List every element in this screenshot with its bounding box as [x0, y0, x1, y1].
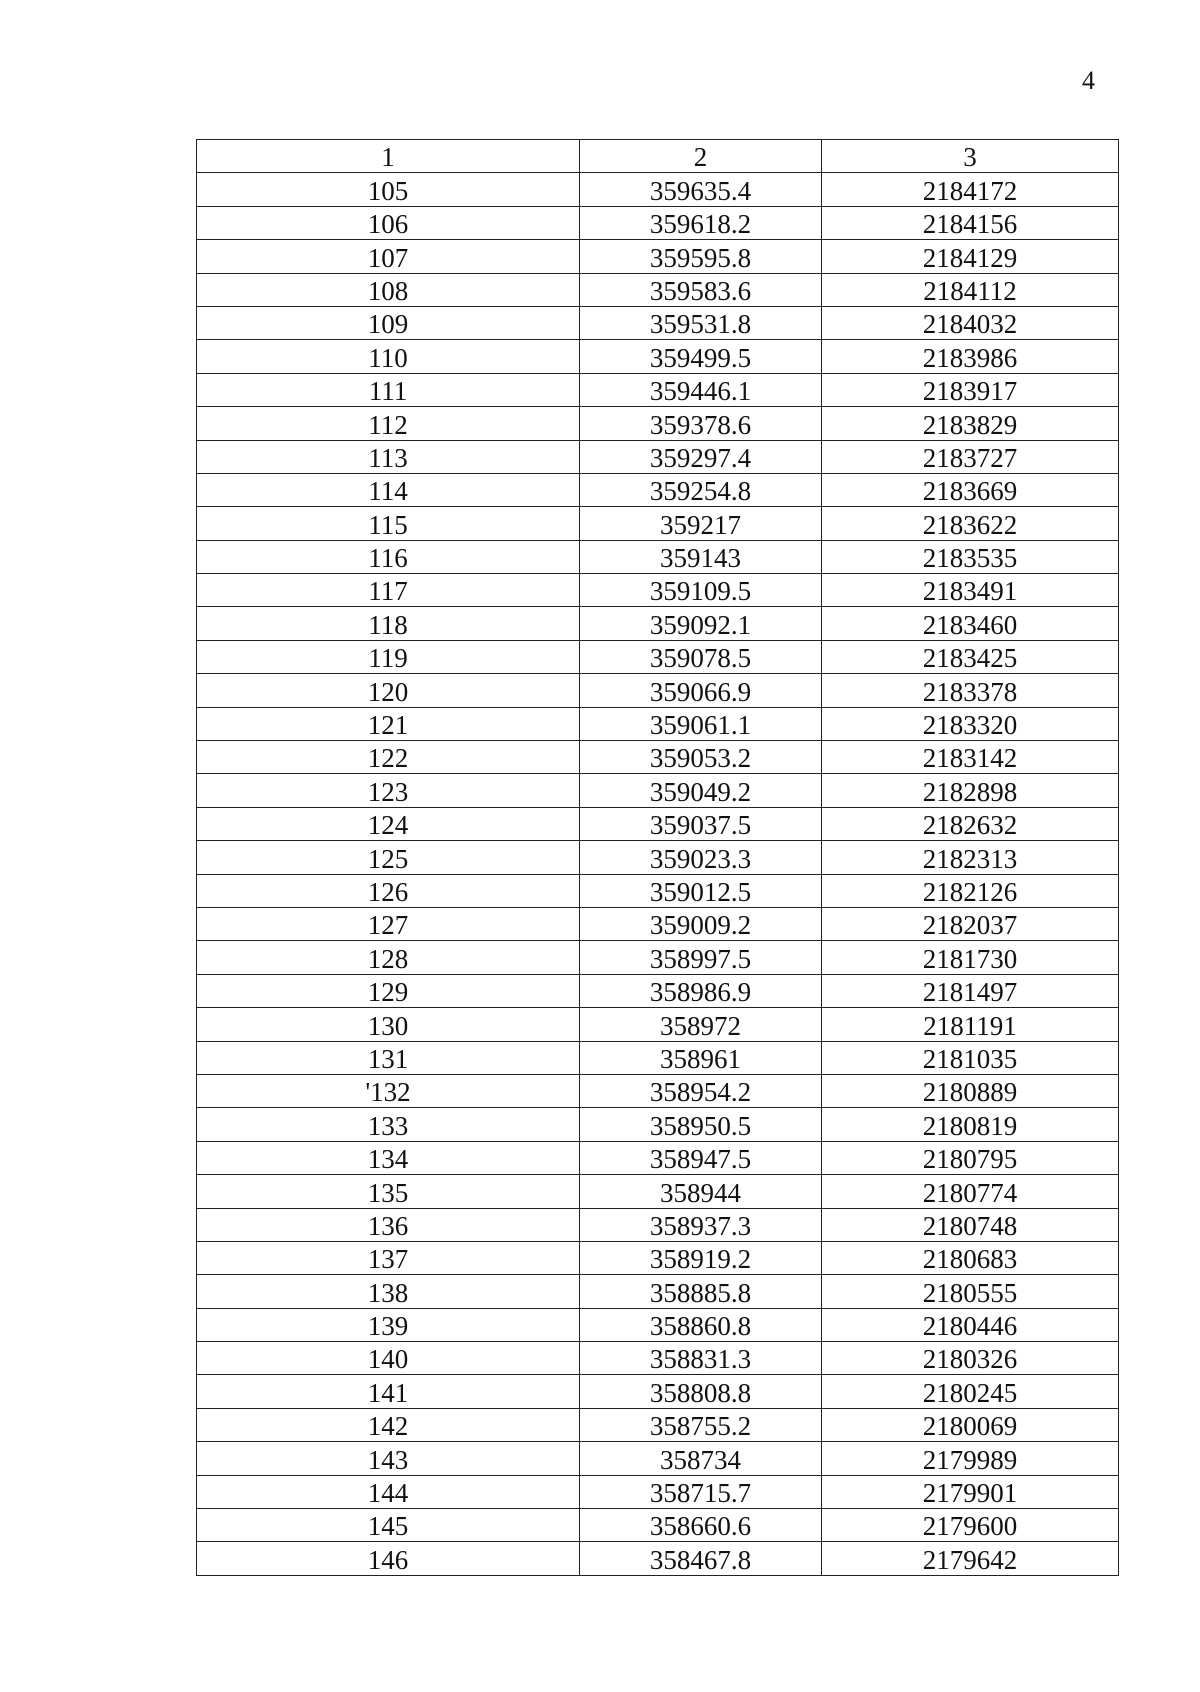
table-cell-col-2: 358885.8	[580, 1275, 822, 1308]
table-cell-col-2: 359061.1	[580, 707, 822, 740]
table-cell-col-3: 2182313	[822, 841, 1119, 874]
table-cell-col-1: 145	[197, 1509, 580, 1542]
table-cell-col-3: 2183622	[822, 507, 1119, 540]
table-cell-col-2: 359066.9	[580, 674, 822, 707]
table-row	[197, 1008, 1119, 1041]
table-cell-col-3: 2179642	[822, 1542, 1119, 1575]
table-body	[197, 140, 1119, 1576]
table-cell-col-3: 2180555	[822, 1275, 1119, 1308]
table-cell-col-2: 358986.9	[580, 974, 822, 1007]
table-cell-col-2: 359531.8	[580, 306, 822, 339]
table-cell-col-2: 358860.8	[580, 1308, 822, 1341]
table-cell-col-1: 129	[197, 974, 580, 1007]
table-row	[197, 807, 1119, 840]
table-cell-col-1: 138	[197, 1275, 580, 1308]
table-cell-col-2: 359012.5	[580, 874, 822, 907]
table-row	[197, 507, 1119, 540]
table-row	[197, 774, 1119, 807]
table-cell-col-3: 2183986	[822, 340, 1119, 373]
table-cell-col-1: 134	[197, 1141, 580, 1174]
table-cell-col-1: 142	[197, 1408, 580, 1441]
table-cell-col-1: 125	[197, 841, 580, 874]
table-cell-col-1: 107	[197, 240, 580, 273]
table-row	[197, 473, 1119, 506]
table-cell-col-3: 2183320	[822, 707, 1119, 740]
table-cell-col-2: 359595.8	[580, 240, 822, 273]
table-cell-col-1: 131	[197, 1041, 580, 1074]
table-cell-col-3: 2181035	[822, 1041, 1119, 1074]
table-row	[197, 1041, 1119, 1074]
table-cell-col-1: 136	[197, 1208, 580, 1241]
table-cell-col-1: 120	[197, 674, 580, 707]
table-cell-col-3: 2181497	[822, 974, 1119, 1007]
table-cell-col-3: 2184129	[822, 240, 1119, 273]
table-cell-col-3: 2183727	[822, 440, 1119, 473]
table-cell-col-2: 359499.5	[580, 340, 822, 373]
table-row	[197, 674, 1119, 707]
table-cell-col-2: 359297.4	[580, 440, 822, 473]
table-cell-col-1: 140	[197, 1342, 580, 1375]
table-row	[197, 440, 1119, 473]
table-cell-col-3: 2179989	[822, 1442, 1119, 1475]
table-cell-col-1: 122	[197, 741, 580, 774]
table-cell-col-2: 358954.2	[580, 1074, 822, 1107]
table-cell-col-3: 2183425	[822, 640, 1119, 673]
table-row	[197, 607, 1119, 640]
table-cell-col-3: 2180819	[822, 1108, 1119, 1141]
table-cell-col-3: 2184032	[822, 306, 1119, 339]
table-cell-col-3: 2183917	[822, 373, 1119, 406]
table-cell-col-2: 358997.5	[580, 941, 822, 974]
table-cell-col-2: 359254.8	[580, 473, 822, 506]
table-cell-col-3: 2179600	[822, 1509, 1119, 1542]
table-cell-col-2: 358950.5	[580, 1108, 822, 1141]
table-row	[197, 1542, 1119, 1575]
table-row	[197, 741, 1119, 774]
coordinates-table	[196, 139, 1119, 1576]
table-cell-col-1: 123	[197, 774, 580, 807]
table-cell-col-1: 144	[197, 1475, 580, 1508]
table-cell-col-3: 2183378	[822, 674, 1119, 707]
table-cell-col-1: 137	[197, 1241, 580, 1274]
table-row	[197, 1141, 1119, 1174]
table-cell-col-2: 359378.6	[580, 407, 822, 440]
table-cell-col-3: 2182126	[822, 874, 1119, 907]
table-header-row	[197, 140, 1119, 173]
table-cell-col-3: 2181730	[822, 941, 1119, 974]
table-cell-col-1: 119	[197, 640, 580, 673]
table-cell-col-1: 114	[197, 473, 580, 506]
table-row	[197, 1275, 1119, 1308]
table-cell-col-3: 2180795	[822, 1141, 1119, 1174]
table-cell-col-3: 2180774	[822, 1175, 1119, 1208]
table-cell-col-2: 359143	[580, 540, 822, 573]
table-cell-col-3: 2181191	[822, 1008, 1119, 1041]
table-cell-col-2: 358961	[580, 1041, 822, 1074]
table-cell-col-1: 126	[197, 874, 580, 907]
table-row	[197, 273, 1119, 306]
table-row	[197, 1375, 1119, 1408]
table-row	[197, 1342, 1119, 1375]
table-row	[197, 1074, 1119, 1107]
table-cell-col-3: 2183460	[822, 607, 1119, 640]
table-cell-col-3: 2183535	[822, 540, 1119, 573]
header-cell-1: 1	[197, 140, 580, 173]
table-row	[197, 1241, 1119, 1274]
table-cell-col-1: 111	[197, 373, 580, 406]
table-cell-col-3: 2180889	[822, 1074, 1119, 1107]
table-cell-col-1: 113	[197, 440, 580, 473]
header-cell-2: 2	[580, 140, 822, 173]
table-cell-col-1: 115	[197, 507, 580, 540]
table-cell-col-2: 359217	[580, 507, 822, 540]
table-row	[197, 941, 1119, 974]
table-cell-col-2: 358831.3	[580, 1342, 822, 1375]
table-cell-col-3: 2180683	[822, 1241, 1119, 1274]
table-cell-col-2: 358947.5	[580, 1141, 822, 1174]
table-cell-col-1: 143	[197, 1442, 580, 1475]
table-cell-col-2: 358734	[580, 1442, 822, 1475]
table-row	[197, 640, 1119, 673]
table-row	[197, 874, 1119, 907]
table-cell-col-1: 141	[197, 1375, 580, 1408]
table-row	[197, 1208, 1119, 1241]
table-cell-col-3: 2183829	[822, 407, 1119, 440]
table-row	[197, 373, 1119, 406]
table-cell-col-2: 359049.2	[580, 774, 822, 807]
table-cell-col-3: 2182898	[822, 774, 1119, 807]
table-row	[197, 841, 1119, 874]
table-cell-col-2: 358808.8	[580, 1375, 822, 1408]
table-cell-col-2: 358919.2	[580, 1241, 822, 1274]
table-cell-col-3: 2179901	[822, 1475, 1119, 1508]
table-cell-col-1: 116	[197, 540, 580, 573]
table-cell-col-2: 358972	[580, 1008, 822, 1041]
table-cell-col-1: 146	[197, 1542, 580, 1575]
table-row	[197, 1408, 1119, 1441]
table-cell-col-2: 359583.6	[580, 273, 822, 306]
table-cell-col-3: 2180446	[822, 1308, 1119, 1341]
table-cell-col-1: 130	[197, 1008, 580, 1041]
table-cell-col-2: 359446.1	[580, 373, 822, 406]
header-cell-3: 3	[822, 140, 1119, 173]
table-cell-col-3: 2182037	[822, 907, 1119, 940]
table-cell-col-1: 110	[197, 340, 580, 373]
table-cell-col-1: 133	[197, 1108, 580, 1141]
table-cell-col-3: 2183491	[822, 574, 1119, 607]
table-cell-col-2: 358944	[580, 1175, 822, 1208]
table-cell-col-3: 2183669	[822, 473, 1119, 506]
table-cell-col-1: 127	[197, 907, 580, 940]
table-cell-col-1: 105	[197, 173, 580, 206]
table-cell-col-3: 2184156	[822, 206, 1119, 239]
table-cell-col-3: 2180069	[822, 1408, 1119, 1441]
table-row	[197, 907, 1119, 940]
table-cell-col-1: 124	[197, 807, 580, 840]
table-cell-col-2: 358660.6	[580, 1509, 822, 1542]
table-cell-col-2: 359009.2	[580, 907, 822, 940]
table-row	[197, 1175, 1119, 1208]
table-cell-col-3: 2183142	[822, 741, 1119, 774]
table-row	[197, 306, 1119, 339]
table-row	[197, 1475, 1119, 1508]
table-cell-col-2: 359618.2	[580, 206, 822, 239]
table-cell-col-1: 117	[197, 574, 580, 607]
table-cell-col-1: 139	[197, 1308, 580, 1341]
table-cell-col-2: 359078.5	[580, 640, 822, 673]
table-cell-col-3: 2184172	[822, 173, 1119, 206]
table-cell-col-2: 359037.5	[580, 807, 822, 840]
table-row	[197, 707, 1119, 740]
table-cell-col-3: 2180245	[822, 1375, 1119, 1408]
table-cell-col-1: 112	[197, 407, 580, 440]
table-cell-col-2: 359023.3	[580, 841, 822, 874]
table-cell-col-2: 358755.2	[580, 1408, 822, 1441]
table-cell-col-3: 2184112	[822, 273, 1119, 306]
table-row	[197, 340, 1119, 373]
table-row	[197, 1509, 1119, 1542]
table-cell-col-2: 359053.2	[580, 741, 822, 774]
table-cell-col-1: 128	[197, 941, 580, 974]
table-cell-col-1: 109	[197, 306, 580, 339]
table-cell-col-1: 135	[197, 1175, 580, 1208]
table-row	[197, 974, 1119, 1007]
table-cell-col-1: 118	[197, 607, 580, 640]
table-row	[197, 173, 1119, 206]
table-cell-col-2: 359635.4	[580, 173, 822, 206]
table-row	[197, 240, 1119, 273]
page-number: 4	[1082, 66, 1095, 95]
table-row	[197, 1308, 1119, 1341]
table-row	[197, 540, 1119, 573]
table-cell-col-3: 2180748	[822, 1208, 1119, 1241]
table-cell-col-1: '132	[197, 1074, 580, 1107]
table-cell-col-1: 121	[197, 707, 580, 740]
table-cell-col-1: 106	[197, 206, 580, 239]
table-cell-col-1: 108	[197, 273, 580, 306]
table-row	[197, 574, 1119, 607]
table-cell-col-2: 358715.7	[580, 1475, 822, 1508]
table-cell-col-3: 2180326	[822, 1342, 1119, 1375]
table-row	[197, 206, 1119, 239]
table-cell-col-3: 2182632	[822, 807, 1119, 840]
table-row	[197, 1442, 1119, 1475]
table-cell-col-2: 359092.1	[580, 607, 822, 640]
table-cell-col-2: 359109.5	[580, 574, 822, 607]
table-cell-col-2: 358467.8	[580, 1542, 822, 1575]
table-cell-col-2: 358937.3	[580, 1208, 822, 1241]
table-row	[197, 407, 1119, 440]
table-row	[197, 1108, 1119, 1141]
